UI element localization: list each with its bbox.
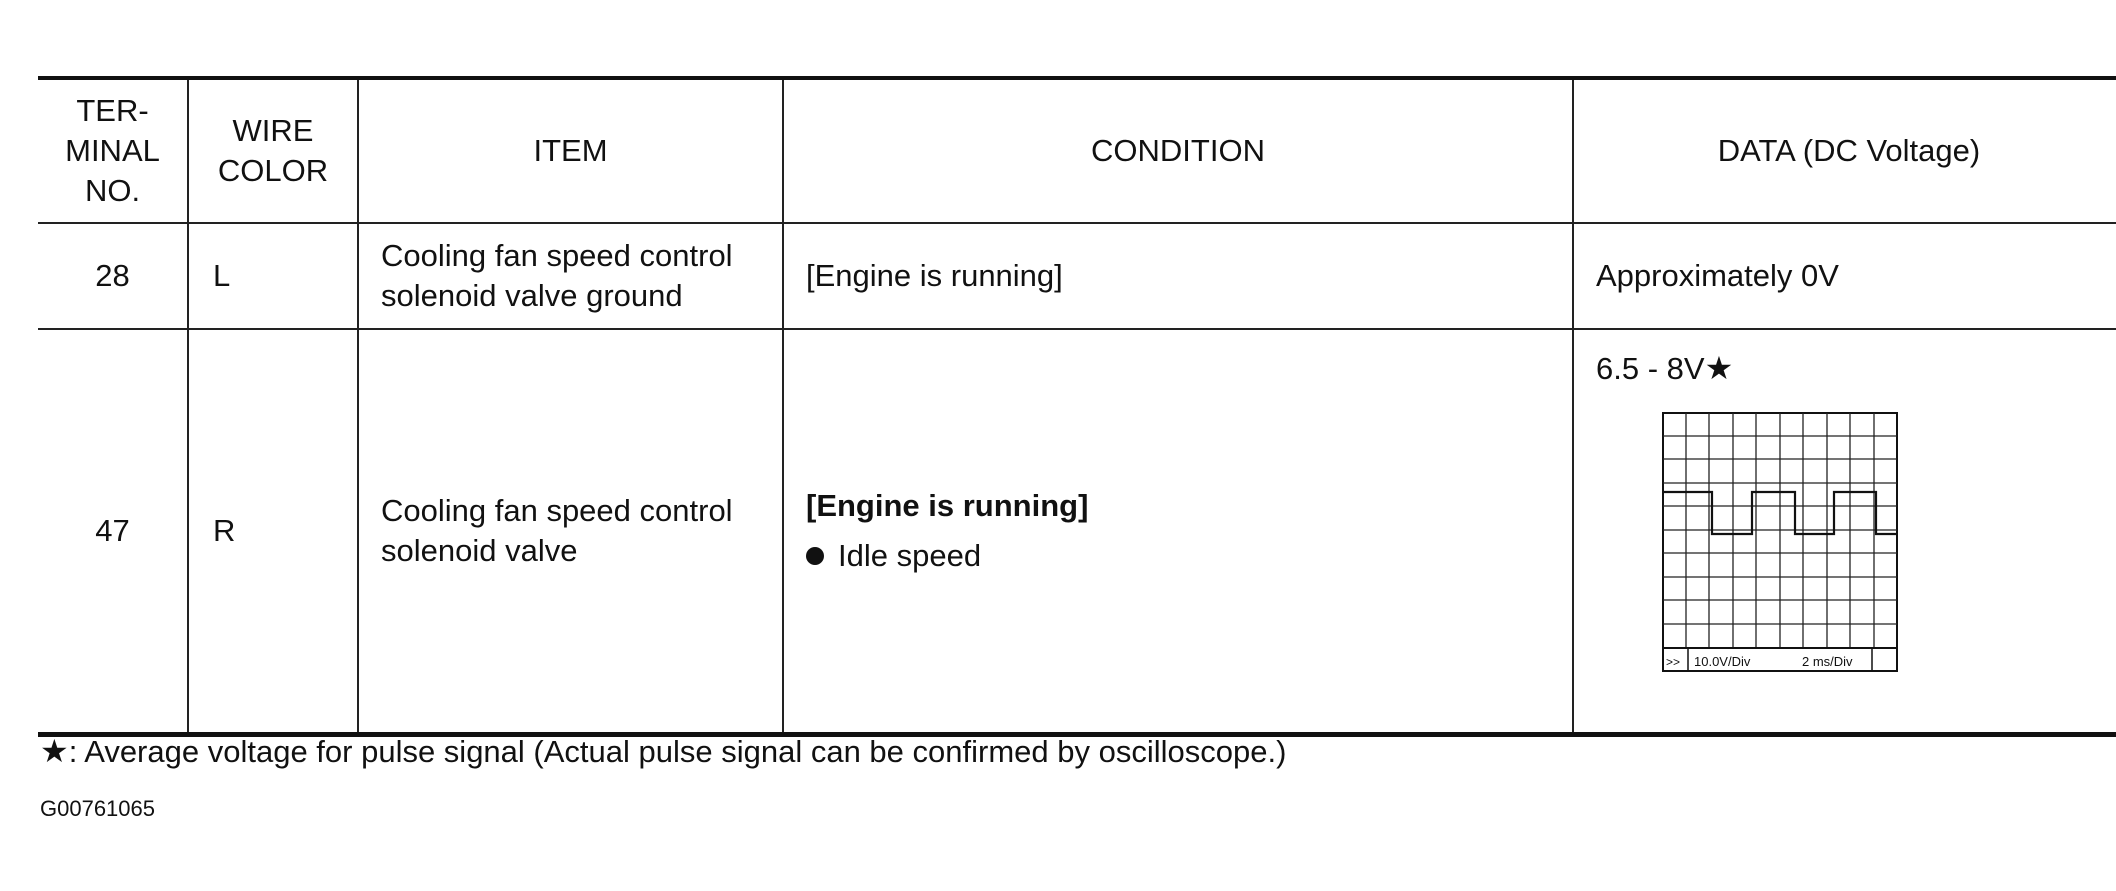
scope-volt-div: 10.0V/Div [1694, 653, 1751, 669]
header-terminal-no: TER- MINAL NO. [38, 78, 188, 223]
item-cell: Cooling fan speed control solenoid valve ground [358, 223, 783, 329]
scope-marker: >> [1666, 654, 1681, 669]
data-cell [1573, 329, 2116, 735]
wire-color-cell: L [188, 223, 358, 329]
data-voltage-text: 6.5 - 8V [1596, 351, 1705, 386]
footnote [40, 732, 1286, 770]
star-icon: ★ [40, 733, 69, 769]
oscilloscope-grid-icon [1662, 412, 1898, 672]
table-row [38, 329, 2116, 735]
header-condition: CONDITION [783, 78, 1573, 223]
wire-color-cell: R [188, 329, 358, 735]
item-cell: Cooling fan speed control solenoid valve [358, 329, 783, 735]
terminal-no-cell: 28 [38, 223, 188, 329]
condition-bullet [806, 536, 1572, 576]
scope-time-div: 2 ms/Div [1802, 653, 1853, 669]
header-wire-color: WIRE COLOR [188, 78, 358, 223]
star-icon: ★ [1704, 350, 1734, 386]
condition-cell [783, 329, 1573, 735]
bullet-dot-icon [806, 547, 824, 565]
header-item: ITEM [358, 78, 783, 223]
terminal-data-table [38, 76, 2116, 737]
header-data: DATA (DC Voltage) [1573, 78, 2116, 223]
condition-title: [Engine is running] [806, 487, 1089, 523]
condition-bullet-text: Idle speed [838, 538, 982, 573]
condition-cell: [Engine is running] [783, 223, 1573, 329]
table-header-row [38, 78, 2116, 223]
footnote-text: : Average voltage for pulse signal (Actual pulse signal can be confirmed by oscilloscope.) [68, 734, 1287, 769]
terminal-no-cell: 47 [38, 329, 188, 735]
table-row [38, 223, 2116, 329]
data-value [1596, 348, 2116, 390]
figure-code: G00761065 [40, 796, 155, 821]
data-cell: Approximately 0V [1573, 223, 2116, 329]
oscilloscope-waveform [1662, 412, 1898, 682]
